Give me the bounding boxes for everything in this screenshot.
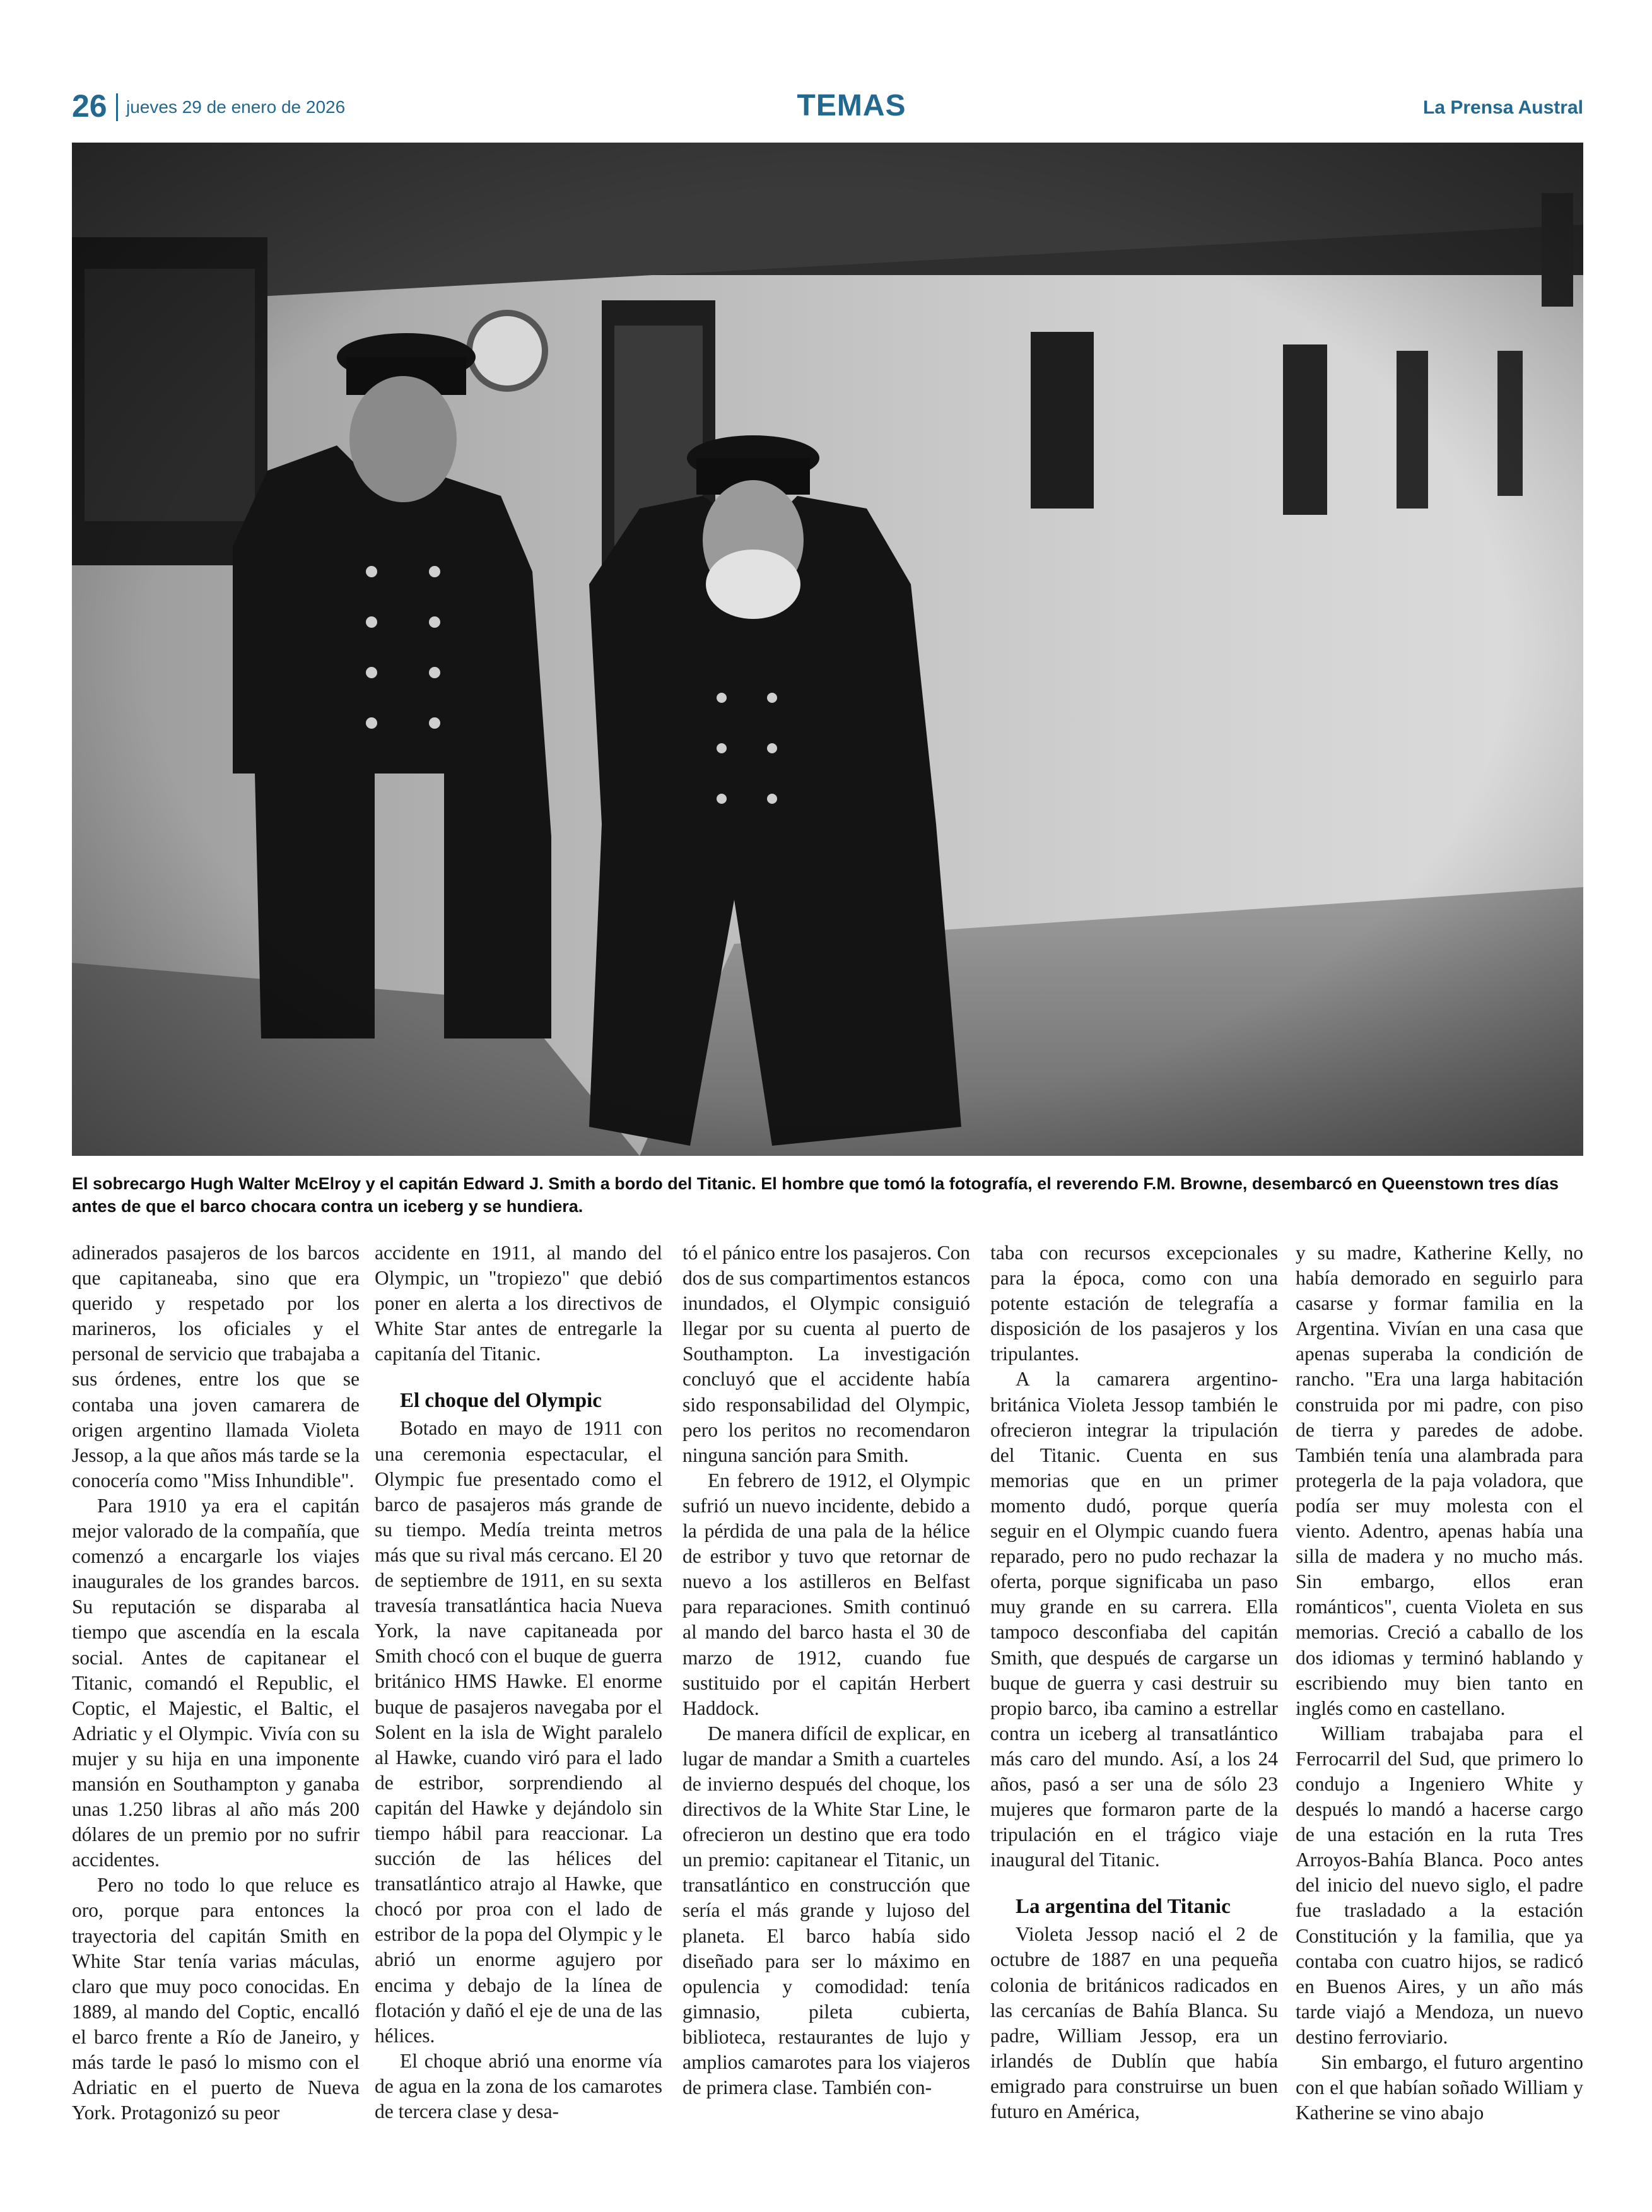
- article-column-3: [682, 1240, 970, 2100]
- paragraph: Violeta Jessop nació el 2 de octubre de 1887 en una pequeña colonia de británicos radicados en las cercanías de Bahía Blanca. Su padre, William Jessop, era un irlandés de Dublín que había emigrado para construirse un buen futuro en América,: [990, 1923, 1278, 2122]
- issue-date: jueves 29 de enero de 2026: [126, 97, 346, 117]
- section-title: TEMAS: [797, 89, 906, 122]
- header-divider: [116, 93, 118, 121]
- paragraph: tó el pánico entre los pasajeros. Con dos de sus compartimentos estancos inundados, el Olympic consiguió llegar por su cuenta al puerto de Southampton. La investigación concluyó que el accidente había sido responsabilidad del Olympic, pero los peritos no recomendaron ninguna sanción para Smith.: [682, 1242, 970, 1466]
- paragraph: A la camarera argentino-británica Violeta Jessop también le ofrecieron integrar la tripulación del Titanic. Cuenta en sus memorias que en un primer momento dudó, porque quería seguir en el Olympic cuando fuera reparado, pero no pudo rechazar la oferta, porque significaba un paso muy grande en su carrera. Ella tampoco desconfiaba del capitán Smith, que después de cargarse un buque de guerra y casi destruir su propio barco, iba camino a estrellar contra un iceberg al transatlántico más caro del mundo. Así, a los 24 años, pasó a ser una de sólo 23 mujeres que formaron parte de la tripulación en el trágico viaje inaugural del Titanic.: [990, 1368, 1278, 1871]
- subheading-argentina: La argentina del Titanic: [1016, 1895, 1231, 1919]
- paragraph: Pero no todo lo que reluce es oro, porque para entonces la trayectoria del capitán Smith en White Star tenía varias máculas, claro que muy poco conocidas. En 1889, al mando del Coptic, encalló el barco frente a Río de Janeiro, y más tarde le pasó lo mismo con el Adriatic en el puerto de Nueva York. Protagonizó su peor: [72, 1874, 360, 2124]
- article-column-5: [1296, 1240, 1583, 2126]
- paragraph: En febrero de 1912, el Olympic sufrió un nuevo incidente, debido a la pérdida de una pala de la hélice de estribor y tuvo que retornar de nuevo a los astilleros en Belfast para reparaciones. Smith continuó al mando del barco hasta el 30 de marzo de 1912, cuando fue sustituido por el capitán Herbert Haddock.: [682, 1469, 970, 1719]
- article-column-1: [72, 1240, 360, 2126]
- paragraph: Botado en mayo de 1911 con una ceremonia espectacular, el Olympic fue presentado como el barco de pasajeros más grande de su tiempo. Medía treinta metros más que su rival más cercano. El 20 de septiembre de 1911, en su sexta travesía transatlántica hacia Nueva York, la nave capitaneada por Smith chocó con el buque de guerra británico HMS Hawke. El enorme buque de pasajeros navegaba por el Solent en la isla de Wight paralelo al Hawke, cuando viró para el lado de estribor, sorprendiendo al capitán del Hawke y dejándolo sin tiempo hábil para reaccionar. La succión de las hélices del transatlántico atrajo al Hawke, que chocó por proa con el lado de estribor de la popa del Olympic y le abrió un enorme agujero por encima y debajo de la línea de flotación y dañó el eje de una de las hélices.: [375, 1417, 662, 2047]
- page-header: [72, 87, 1583, 132]
- paragraph: y su madre, Katherine Kelly, no había demorado en seguirlo para casarse y formar familia en la Argentina. Vivían en una casa que apenas superaba la condición de rancho. "Era una larga habitación construida por mi padre, con piso de tierra y paredes de adobe. También tenía una alambrada para protegerla de la paja voladora, que podía ser muy molesta con el viento. Adentro, apenas había una silla de madera y no mucho más. Sin embargo, ellos eran románticos", cuenta Violeta en sus memorias. Creció a caballo de los dos idiomas y terminó hablando y escribiendo muy bien tanto en inglés como en castellano.: [1296, 1242, 1583, 1719]
- main-photo: [72, 143, 1583, 1156]
- newspaper-name: La Prensa Austral: [1423, 97, 1583, 118]
- page-number: 26: [72, 88, 107, 124]
- paragraph: accidente en 1911, al mando del Olympic, un "tropiezo" que debió poner en alerta a los directivos de White Star antes de entregarle la capitanía del Titanic.: [375, 1242, 662, 1365]
- article-column-2: [375, 1240, 662, 2124]
- paragraph: El choque abrió una enorme vía de agua en la zona de los camarotes de tercera clase y desa-: [375, 2049, 662, 2122]
- paragraph: De manera difícil de explicar, en lugar de mandar a Smith a cuarteles de invierno después del choque, los directivos de la White Star Line, le ofrecieron un destino que era todo un premio: capitanear el Titanic, un transatlántico en construcción que sería el más grande y lujoso del planeta. El barco había sido diseñado para ser lo máximo en opulencia y comodidad: tenía gimnasio, pileta cubierta, biblioteca, restaurantes de lujo y amplios camarotes para los viajeros de primera clase. También con-: [682, 1722, 970, 2099]
- subheading-olympic: El choque del Olympic: [400, 1389, 602, 1413]
- paragraph: Sin embargo, el futuro argentino con el que habían soñado William y Katherine se vino abajo: [1296, 2051, 1583, 2124]
- paragraph: William trabajaba para el Ferrocarril del Sud, que primero lo condujo a Ingeniero White y después lo mandó a hacerse cargo de una estación en la ruta Tres Arroyos-Bahía Blanca. Poco antes del inicio del nuevo siglo, el padre fue trasladado a la estación Constitución y la familia, que ya contaba con cuatro hijos, se radicó en Buenos Aires, y un año más tarde viajó a Mendoza, un nuevo destino ferroviario.: [1296, 1722, 1583, 2048]
- article-column-4: [990, 1240, 1278, 2124]
- paragraph: taba con recursos excepcionales para la época, como con una potente estación de telegrafía a disposición de los pasajeros y los tripulantes.: [990, 1242, 1278, 1365]
- photo-caption: El sobrecargo Hugh Walter McElroy y el capitán Edward J. Smith a bordo del Titanic. El hombre que tomó la fotografía, el reverendo F.M. Browne, desembarcó en Queenstown tres días antes de que el barco chocara contra un iceberg y se hundiera.: [72, 1174, 1559, 1216]
- photo-illustration: [72, 143, 1583, 1156]
- paragraph: adinerados pasajeros de los barcos que capitaneaba, sino que era querido y respetado por los marineros, los oficiales y el personal de servicio que trabajaba a sus órdenes, entre los que se contaba una joven camarera de origen argentino llamada Violeta Jessop, a la que años más tarde se la conocería como "Miss Inhundible".: [72, 1242, 360, 1491]
- paragraph: Para 1910 ya era el capitán mejor valorado de la compañía, que comenzó a encargarle los viajes inaugurales de los grandes barcos. Su reputación se disparaba al tiempo que ascendía en la escala social. Antes de capitanear el Titanic, comandó el Republic, el Coptic, el Majestic, el Baltic, el Adriatic y el Olympic. Vivía con su mujer y su hija en una imponente mansión en Southampton y ganaba unas 1.250 libras al año más 200 dólares de un premio por no sufrir accidentes.: [72, 1494, 360, 1871]
